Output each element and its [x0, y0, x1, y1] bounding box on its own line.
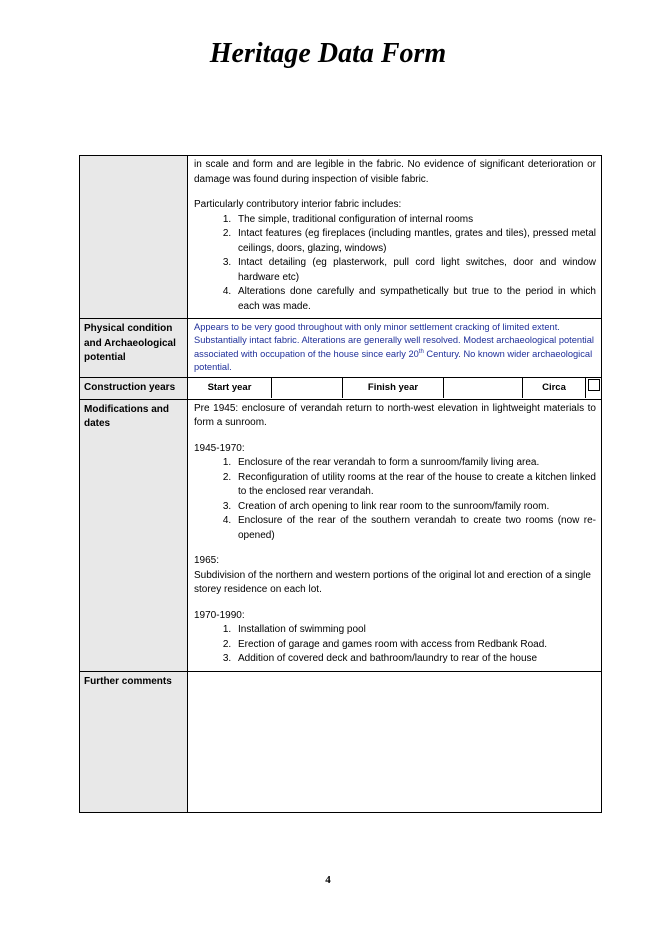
list-item: 3. Intact detailing (eg plasterwork, pull cord light switches, door and window hardware etc): [234, 256, 596, 285]
period-1970-1990-heading: 1970-1990:: [194, 609, 245, 621]
construction-years-cell: [188, 378, 602, 400]
further-comments-field[interactable]: [188, 671, 602, 812]
interior-fabric-list: [194, 213, 596, 315]
construction-years-label: Construction years: [80, 378, 188, 400]
finish-year-field[interactable]: [444, 378, 523, 398]
physical-condition-content: [188, 319, 602, 378]
list-item: 4. Enclosure of the rear of the southern verandah to create two rooms (now re-opened): [234, 514, 596, 543]
start-year-field[interactable]: [272, 378, 343, 398]
start-year-label: Start year: [207, 381, 252, 393]
list-item: 1. Installation of swimming pool: [234, 623, 596, 638]
continuation-content: [188, 156, 602, 319]
interior-fabric-heading: Particularly contributory interior fabric includes:: [194, 199, 402, 210]
modifications-label: Modifications and dates: [80, 399, 188, 671]
period-1945-1970-heading: 1945-1970:: [194, 442, 245, 454]
circa-checkbox-cell: [586, 378, 602, 398]
circa-label: Circa: [523, 378, 586, 398]
modifications-content: [188, 399, 602, 671]
further-comments-row: [80, 671, 602, 812]
fabric-intro-text: in scale and form and are legible in the fabric. No evidence of significant deterioration or damage was found during inspection of visible fabric.: [194, 159, 596, 185]
year-1965-heading: 1965:: [194, 555, 220, 567]
period-1945-1970-list: [194, 456, 596, 543]
construction-years-row: [80, 378, 602, 400]
further-comments-label: Further comments: [80, 671, 188, 812]
heritage-form-table: [79, 155, 602, 813]
continuation-row: [80, 156, 602, 319]
physical-text-part-b: Century. No known wider archaeological potential.: [194, 349, 593, 372]
page-number: 4: [325, 874, 331, 886]
year-1965-text: Subdivision of the northern and western portions of the original lot and erection of a single storey residence on each lot.: [194, 569, 591, 596]
modifications-row: [80, 399, 602, 671]
superscript-th: th: [418, 349, 424, 355]
list-item: 3. Addition of covered deck and bathroom/laundry to rear of the house: [234, 652, 596, 667]
physical-text-part-a: Appears to be very good throughout with only minor settlement cracking of limited extent. Substantially intact fabric. Alterations are generally well resolved. Modest archaeological potential associated with occupation of the house since early 20: [194, 322, 594, 360]
continuation-label: [80, 156, 188, 319]
period-1970-1990-list: [194, 623, 596, 667]
list-item: 4. Alterations done carefully and sympathetically but true to the period in which each was made.: [234, 285, 596, 314]
physical-condition-text: [194, 321, 596, 373]
page-title: Heritage Data Form: [209, 38, 447, 69]
circa-checkbox[interactable]: [588, 379, 600, 391]
list-item: 3. Creation of arch opening to link rear room to the sunroom/family room.: [234, 500, 596, 515]
list-item: 1. Enclosure of the rear verandah to form a sunroom/family living area.: [234, 456, 596, 471]
list-item: 1. The simple, traditional configuration of internal rooms: [234, 213, 596, 228]
finish-year-label: Finish year: [343, 378, 444, 398]
physical-condition-row: [80, 319, 602, 378]
list-item: 2. Intact features (eg fireplaces (including mantles, grates and tiles), pressed metal ceilings, doors, glazing, windows): [234, 227, 596, 256]
pre-1945-text: Pre 1945: enclosure of verandah return to north-west elevation in lightweight materials to form a sunroom.: [194, 402, 596, 429]
physical-condition-label: Physical condition and Archaeological potential: [80, 319, 188, 378]
list-item: 2. Reconfiguration of utility rooms at the rear of the house to create a kitchen linked to the enclosed rear verandah.: [234, 471, 596, 500]
list-item: 2. Erection of garage and games room with access from Redbank Road.: [234, 638, 596, 653]
construction-years-table: [188, 378, 601, 398]
